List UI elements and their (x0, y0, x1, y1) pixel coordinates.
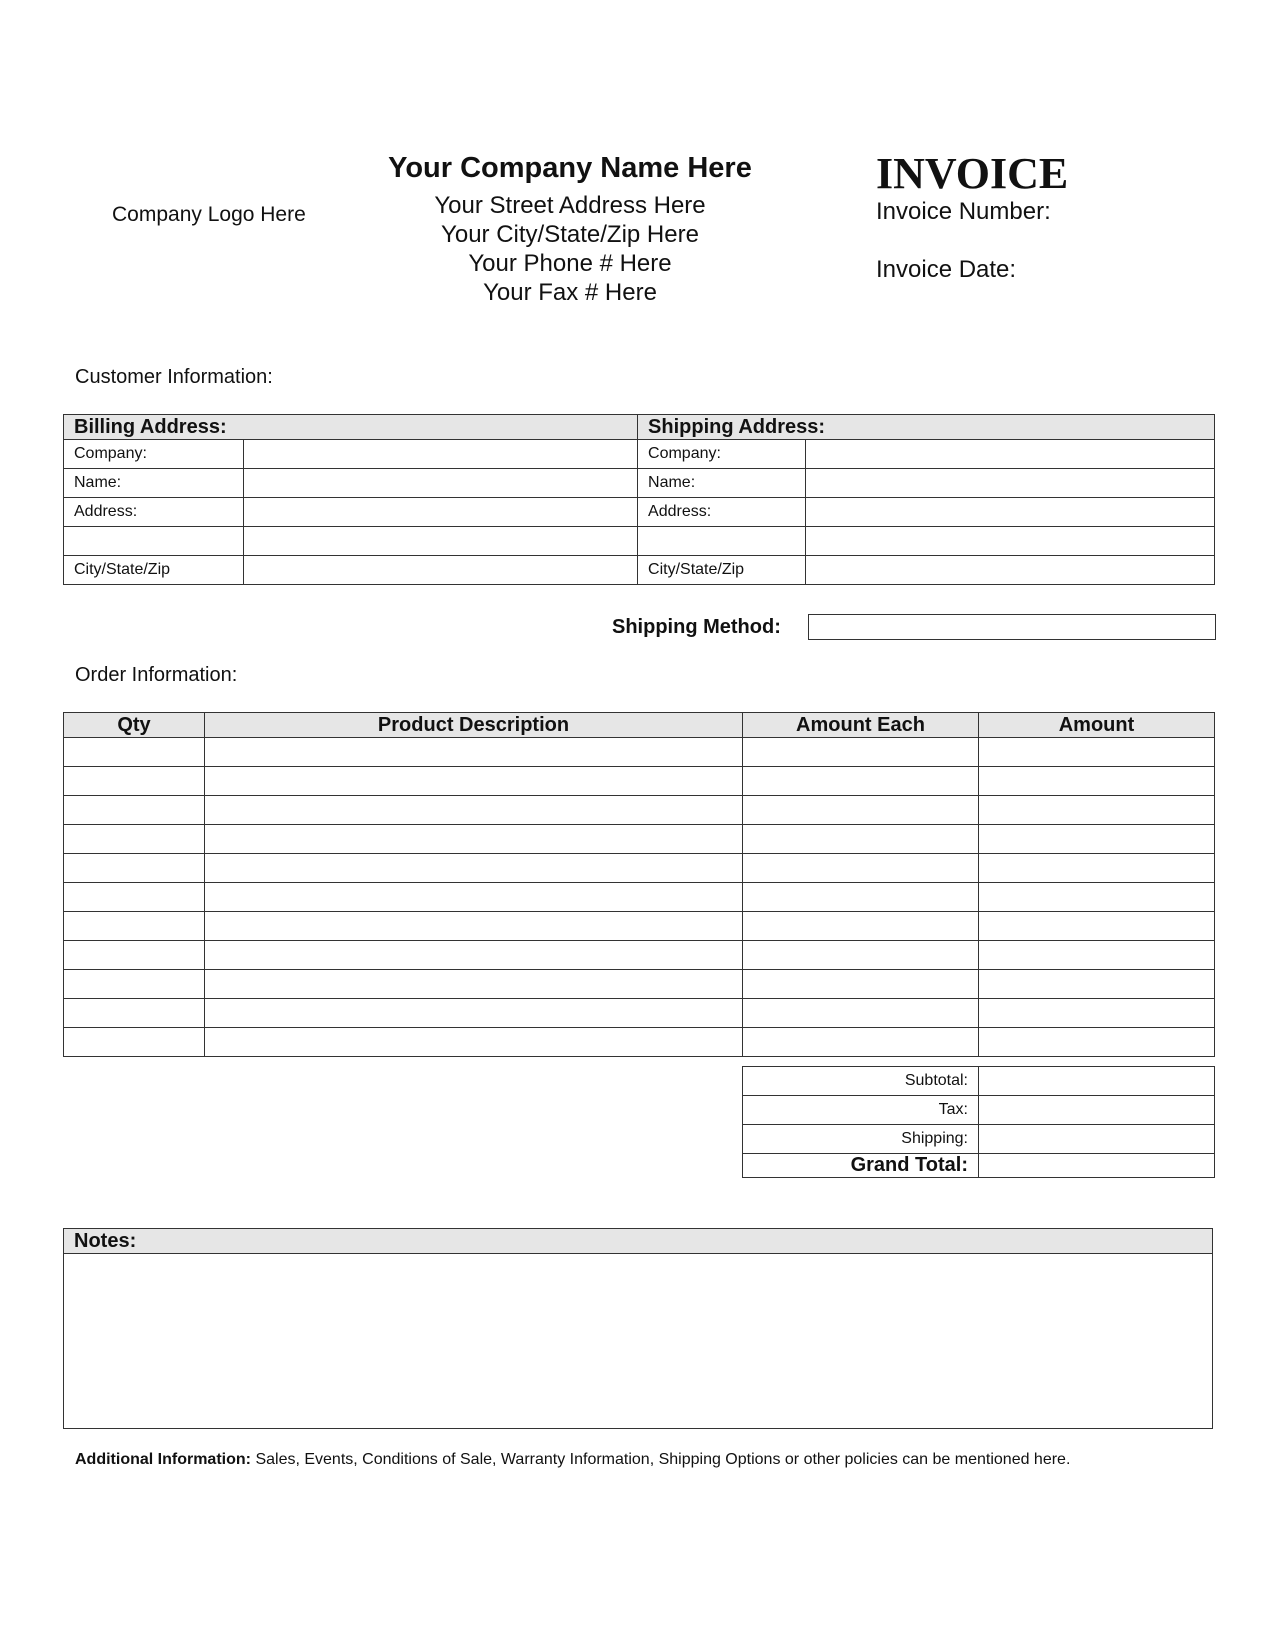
company-logo-placeholder: Company Logo Here (112, 203, 306, 226)
description-cell[interactable] (205, 1028, 743, 1057)
qty-cell[interactable] (64, 767, 205, 796)
billing-address-label: Address: (64, 498, 244, 527)
tax-field[interactable] (979, 1096, 1215, 1125)
company-city-state-zip: Your City/State/Zip Here (441, 221, 699, 248)
shipping-address2-field[interactable] (806, 527, 1215, 556)
order-row (64, 796, 1215, 825)
shipping-address-field[interactable] (806, 498, 1215, 527)
amount-cell[interactable] (979, 883, 1215, 912)
shipping-address2-label (638, 527, 806, 556)
description-cell[interactable] (205, 796, 743, 825)
order-rows (64, 738, 1215, 1057)
company-name: Your Company Name Here (388, 152, 752, 184)
billing-company-field[interactable] (244, 440, 638, 469)
company-info (360, 152, 780, 307)
order-row (64, 825, 1215, 854)
billing-address2-field[interactable] (244, 527, 638, 556)
subtotal-field[interactable] (979, 1067, 1215, 1096)
description-cell[interactable] (205, 941, 743, 970)
column-amount-each: Amount Each (743, 713, 979, 738)
billing-name-field[interactable] (244, 469, 638, 498)
order-row (64, 970, 1215, 999)
description-cell[interactable] (205, 883, 743, 912)
totals-table (742, 1066, 1215, 1178)
shipping-name-label: Name: (638, 469, 806, 498)
billing-company-label: Company: (64, 440, 244, 469)
qty-cell[interactable] (64, 1028, 205, 1057)
description-cell[interactable] (205, 825, 743, 854)
qty-cell[interactable] (64, 854, 205, 883)
additional-information (75, 1451, 1070, 1469)
order-row (64, 854, 1215, 883)
notes-box (63, 1228, 1213, 1429)
order-row (64, 767, 1215, 796)
additional-information-label: Additional Information: (75, 1451, 251, 1468)
amount-each-cell[interactable] (743, 970, 979, 999)
tax-label: Tax: (743, 1096, 979, 1125)
invoice-number-label: Invoice Number: (876, 198, 1051, 225)
billing-city-state-zip-label: City/State/Zip (64, 556, 244, 585)
company-street: Your Street Address Here (434, 192, 706, 219)
shipping-field[interactable] (979, 1125, 1215, 1154)
shipping-address-label: Address: (638, 498, 806, 527)
amount-each-cell[interactable] (743, 796, 979, 825)
column-product-description: Product Description (205, 713, 743, 738)
amount-cell[interactable] (979, 854, 1215, 883)
qty-cell[interactable] (64, 883, 205, 912)
order-row (64, 883, 1215, 912)
subtotal-label: Subtotal: (743, 1067, 979, 1096)
shipping-method-label: Shipping Method: (612, 616, 781, 638)
qty-cell[interactable] (64, 825, 205, 854)
billing-name-label: Name: (64, 469, 244, 498)
column-amount: Amount (979, 713, 1215, 738)
notes-header: Notes: (63, 1228, 1213, 1254)
additional-information-text: Sales, Events, Conditions of Sale, Warranty Information, Shipping Options or other policies can be mentioned here. (255, 1451, 1071, 1468)
amount-cell[interactable] (979, 738, 1215, 767)
amount-cell[interactable] (979, 941, 1215, 970)
qty-cell[interactable] (64, 941, 205, 970)
amount-each-cell[interactable] (743, 999, 979, 1028)
order-information-label: Order Information: (75, 664, 238, 686)
order-table (63, 712, 1215, 1057)
order-row (64, 999, 1215, 1028)
billing-address-header: Billing Address: (64, 415, 638, 440)
amount-cell[interactable] (979, 912, 1215, 941)
amount-each-cell[interactable] (743, 912, 979, 941)
grand-total-label: Grand Total: (743, 1154, 979, 1178)
qty-cell[interactable] (64, 999, 205, 1028)
shipping-label: Shipping: (743, 1125, 979, 1154)
shipping-city-state-zip-field[interactable] (806, 556, 1215, 585)
invoice-title: INVOICE (876, 149, 1069, 198)
qty-cell[interactable] (64, 738, 205, 767)
shipping-company-label: Company: (638, 440, 806, 469)
amount-cell[interactable] (979, 825, 1215, 854)
description-cell[interactable] (205, 999, 743, 1028)
description-cell[interactable] (205, 912, 743, 941)
billing-city-state-zip-field[interactable] (244, 556, 638, 585)
shipping-company-field[interactable] (806, 440, 1215, 469)
amount-cell[interactable] (979, 970, 1215, 999)
notes-field[interactable] (63, 1254, 1213, 1429)
amount-each-cell[interactable] (743, 883, 979, 912)
amount-cell[interactable] (979, 999, 1215, 1028)
invoice-date-label: Invoice Date: (876, 256, 1017, 283)
company-phone: Your Phone # Here (468, 250, 672, 277)
amount-each-cell[interactable] (743, 825, 979, 854)
order-row (64, 738, 1215, 767)
shipping-method-field[interactable] (808, 614, 1216, 640)
customer-information-label: Customer Information: (75, 366, 273, 388)
amount-each-cell[interactable] (743, 1028, 979, 1057)
description-cell[interactable] (205, 738, 743, 767)
column-qty: Qty (64, 713, 205, 738)
grand-total-field[interactable] (979, 1154, 1215, 1178)
shipping-address-header: Shipping Address: (638, 415, 1215, 440)
shipping-name-field[interactable] (806, 469, 1215, 498)
amount-cell[interactable] (979, 796, 1215, 825)
customer-address-table (63, 414, 1215, 585)
amount-each-cell[interactable] (743, 767, 979, 796)
shipping-city-state-zip-label: City/State/Zip (638, 556, 806, 585)
qty-cell[interactable] (64, 912, 205, 941)
amount-each-cell[interactable] (743, 854, 979, 883)
amount-cell[interactable] (979, 1028, 1215, 1057)
amount-each-cell[interactable] (743, 738, 979, 767)
amount-cell[interactable] (979, 767, 1215, 796)
description-cell[interactable] (205, 854, 743, 883)
description-cell[interactable] (205, 767, 743, 796)
qty-cell[interactable] (64, 796, 205, 825)
order-row (64, 941, 1215, 970)
qty-cell[interactable] (64, 970, 205, 999)
amount-each-cell[interactable] (743, 941, 979, 970)
billing-address-field[interactable] (244, 498, 638, 527)
company-fax: Your Fax # Here (483, 279, 657, 306)
order-row (64, 912, 1215, 941)
order-row (64, 1028, 1215, 1057)
billing-address2-label (64, 527, 244, 556)
description-cell[interactable] (205, 970, 743, 999)
